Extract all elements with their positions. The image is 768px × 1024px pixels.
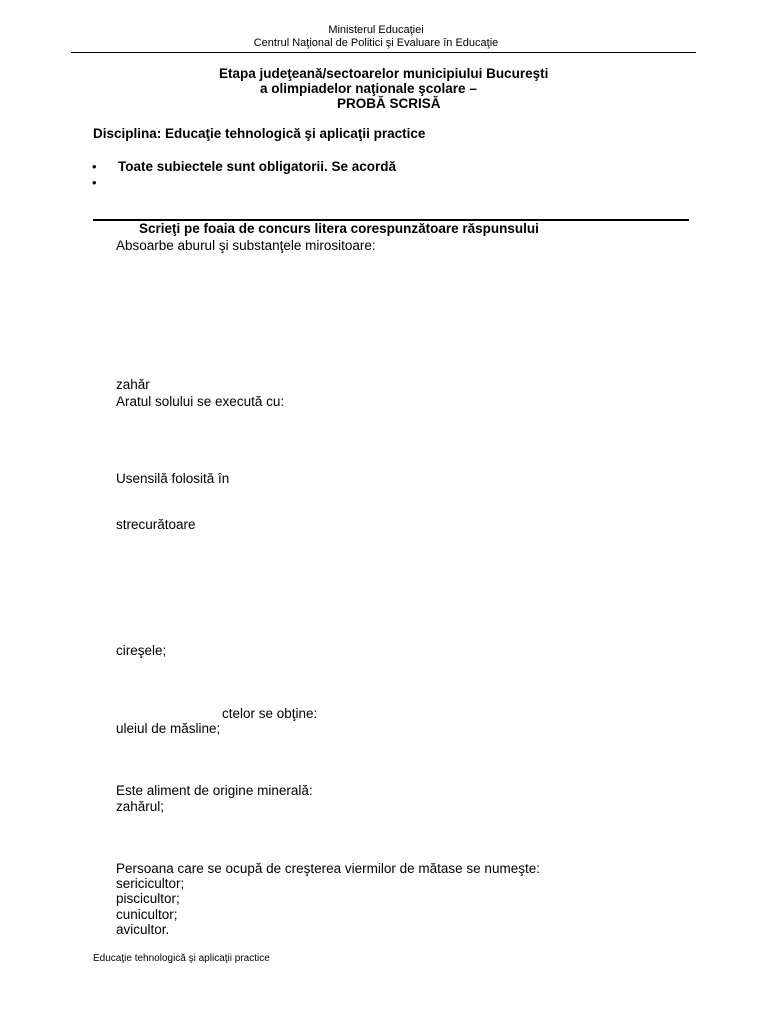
answer-option: cunicultor; [116,907,178,922]
title-line-1: Etapa judeţeană/sectoarelor municipiului Bucureşti [219,66,549,81]
header-divider [71,52,696,53]
title-line-2: a olimpiadelor naţionale şcolare – [260,81,477,96]
question-text: Usensilă folosită în [116,471,230,486]
bullet-dot-1: • [92,159,97,174]
answer-option: cireşele; [116,643,167,658]
bullet-dot-2: • [92,175,97,190]
instruction-text: Scrieţi pe foaia de concurs litera corespunzătoare răspunsului [139,221,539,236]
answer-option: sericicultor; [116,876,185,891]
answer-option: zahărul; [116,799,165,814]
question-text: Este aliment de origine minerală: [116,783,313,798]
answer-option: uleiul de măsline; [116,721,221,736]
question-text: Persoana care se ocupă de creşterea viermilor de mătase se numeşte: [116,861,540,876]
question-text: Absoarbe aburul şi substanţele mirositoare: [116,238,376,253]
bullet-text-1: Toate subiectele sunt obligatorii. Se acordă [118,159,397,174]
answer-option: avicultor. [116,922,170,937]
discipline-heading: Disciplina: Educaţie tehnologică şi aplicaţii practice [93,126,426,141]
page-footer: Educaţie tehnologică şi aplicaţii practice [93,953,270,964]
answer-option: strecurătoare [116,517,196,532]
answer-option: zahăr [116,377,150,392]
header-center: Centrul Naţional de Politici şi Evaluare în Educaţie [253,37,499,49]
question-text: ctelor se obţine: [222,706,318,721]
question-text: Aratul solului se execută cu: [116,394,285,409]
header-ministry: Ministerul Educaţiei [328,24,424,36]
answer-option: piscicultor; [116,891,180,906]
title-line-3: PROBĂ SCRISĂ [337,96,441,111]
